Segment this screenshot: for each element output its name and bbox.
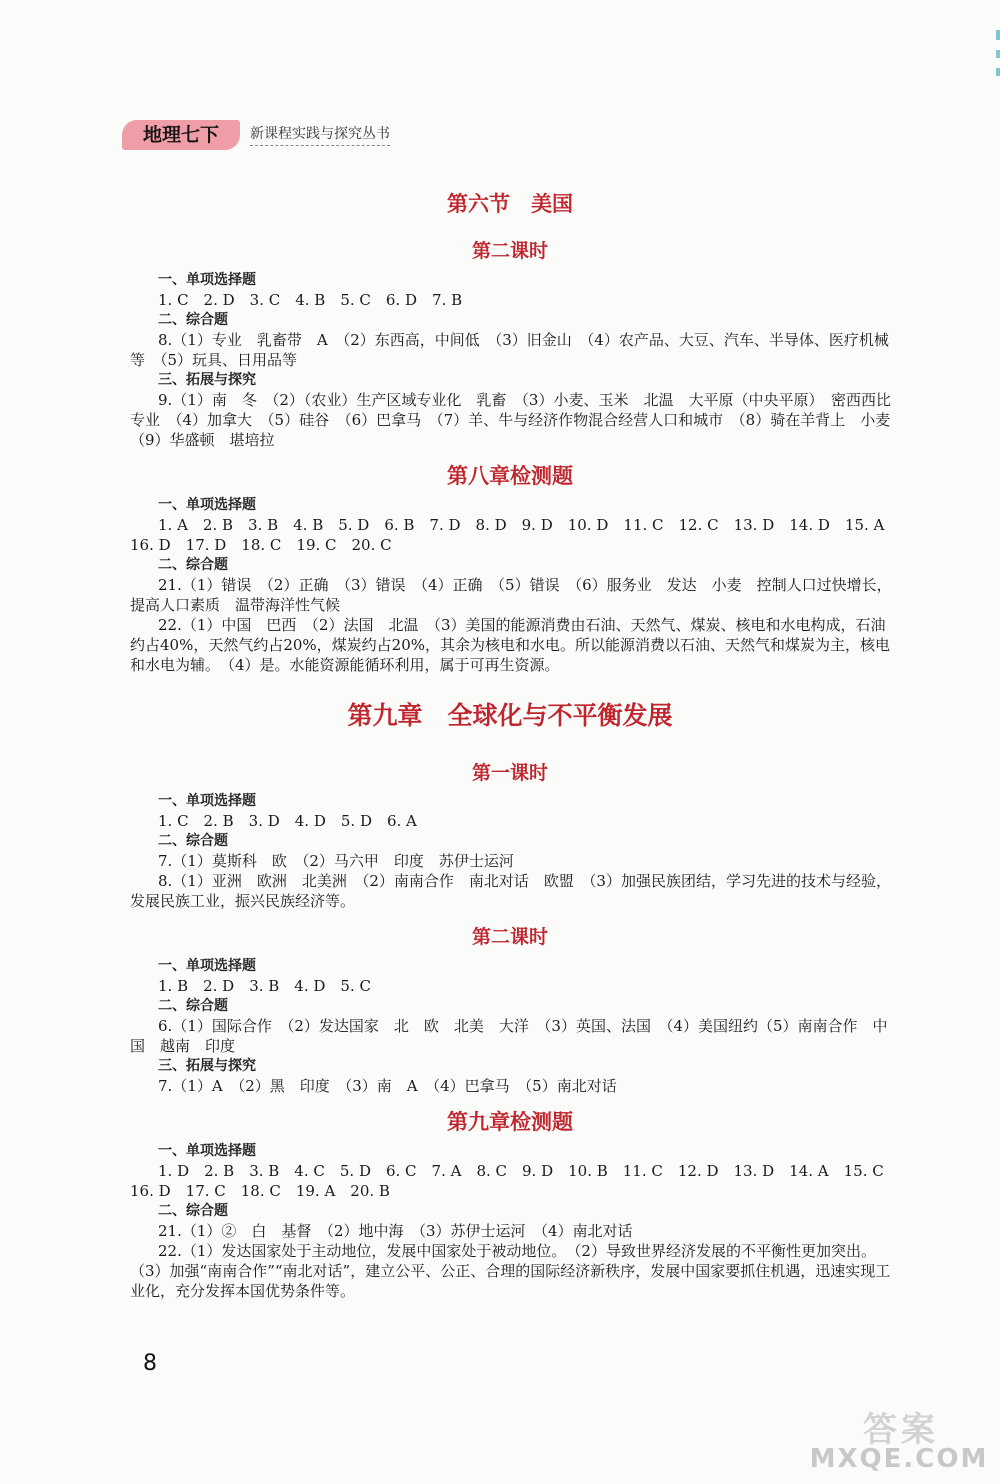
site-watermark-logo	[806, 1400, 992, 1478]
page-number: 8	[143, 1351, 157, 1376]
section-title: 第六节 美国	[447, 192, 573, 216]
question-type-heading: 一、单项选择题	[158, 793, 256, 809]
watermark-url-text: MXQE.COM	[809, 1444, 989, 1474]
answer-paragraph: 1. D 2. B 3. B 4. C 5. D 6. C 7. A 8. C 9. D 10. B 11. C 12. D 13. D 14. A 15. C 16. D 17. C 18. C 19. A 20. B	[130, 1162, 899, 1200]
question-type-heading: 一、单项选择题	[158, 497, 256, 513]
book-series-title: 新课程实践与探究丛书	[250, 124, 390, 146]
question-type-heading: 二、综合题	[158, 1203, 228, 1219]
lesson-title: 第一课时	[471, 762, 548, 784]
answer-paragraph: 22.（1）发达国家处于主动地位，发展中国家处于被动地位。 （2）导致世界经济发展的不平衡性更加突出。 （3）加强“南南合作”“南北对话”，建立公平、公正、合理的国际经济新秩序，发展中国家要抓住机遇，迅速实现工业化，充分发挥本国优势条件等。	[130, 1242, 891, 1300]
answer-paragraph: 8.（1）亚洲 欧洲 北美洲 （2）南南合作 南北对话 欧盟 （3）加强民族团结，学习先进的技术与经验，发展民族工业，振兴民族经济等。	[130, 872, 891, 910]
question-type-heading: 二、综合题	[158, 312, 228, 328]
answer-paragraph: 1. C 2. B 3. D 4. D 5. D 6. A	[158, 812, 417, 830]
question-type-heading: 一、单项选择题	[158, 958, 256, 974]
question-type-heading: 三、拓展与探究	[158, 372, 256, 388]
section-title: 第八章检测题	[447, 464, 573, 488]
answer-paragraph: 1. C 2. D 3. C 4. B 5. C 6. D 7. B	[158, 291, 463, 309]
watermark-top-text: 答案	[863, 1410, 939, 1450]
subject-badge: 地理七下	[122, 120, 240, 150]
page-edge-decoration	[994, 30, 1000, 80]
answer-paragraph: 1. B 2. D 3. B 4. D 5. C	[158, 977, 371, 995]
question-type-heading: 二、综合题	[158, 557, 228, 573]
answer-paragraph: 9.（1）南 冬 （2）（农业）生产区域专业化 乳畜 （3）小麦、玉米 北温 大平原（中央平原） 密西西比 专业 （4）加拿大 （5）硅谷 （6）巴拿马 （7）羊、牛与经济作物混合经营人口和城市 （8）骑在羊背上 小麦 （9）华盛顿 堪培拉	[130, 391, 906, 449]
question-type-heading: 三、拓展与探究	[158, 1058, 256, 1074]
answer-paragraph: 7.（1）A （2）黑 印度 （3）南 A （4）巴拿马 （5）南北对话	[158, 1077, 617, 1095]
question-type-heading: 一、单项选择题	[158, 1143, 256, 1159]
answer-paragraph: 1. A 2. B 3. B 4. B 5. D 6. B 7. D 8. D 9. D 10. D 11. C 12. C 13. D 14. D 15. A 16. D 17. D 18. C 19. C 20. C	[130, 516, 900, 554]
question-type-heading: 二、综合题	[158, 833, 228, 849]
answer-paragraph: 22.（1）中国 巴西 （2）法国 北温 （3）美国的能源消费由石油、天然气、煤炭、核电和水电构成，石油约占40%，天然气约占20%，煤炭约占20%，其余为核电和水电。所以能源消费以石油、天然气和煤炭为主，核电和水电为辅。 （4）是。水能资源能循环利用，属于可再生资源。	[130, 616, 891, 674]
lesson-title: 第二课时	[471, 926, 548, 948]
answer-paragraph: 21.（1）② 白 基督 （2）地中海 （3）苏伊士运河 （4）南北对话	[158, 1222, 633, 1240]
answer-paragraph: 8.（1）专业 乳畜带 A （2）东西高，中间低 （3）旧金山 （4）农产品、大豆、汽车、半导体、医疗机械等 （5）玩具、日用品等	[130, 331, 889, 369]
question-type-heading: 一、单项选择题	[158, 272, 256, 288]
chapter-title: 第九章 全球化与不平衡发展	[347, 701, 673, 730]
section-title: 第九章检测题	[447, 1110, 573, 1134]
question-type-heading: 二、综合题	[158, 998, 228, 1014]
answer-paragraph: 21.（1）错误 （2）正确 （3）错误 （4）正确 （5）错误 （6）服务业 发达 小麦 控制人口过快增长，提高人口素质 温带海洋性气候	[130, 576, 892, 614]
answer-paragraph: 7.（1）莫斯科 欧 （2）马六甲 印度 苏伊士运河	[158, 852, 514, 870]
answer-paragraph: 6.（1）国际合作 （2）发达国家 北 欧 北美 大洋 （3）英国、法国 （4）美国纽约（5）南南合作 中国 越南 印度	[130, 1017, 888, 1055]
lesson-title: 第二课时	[471, 240, 548, 262]
book-header	[122, 118, 442, 152]
